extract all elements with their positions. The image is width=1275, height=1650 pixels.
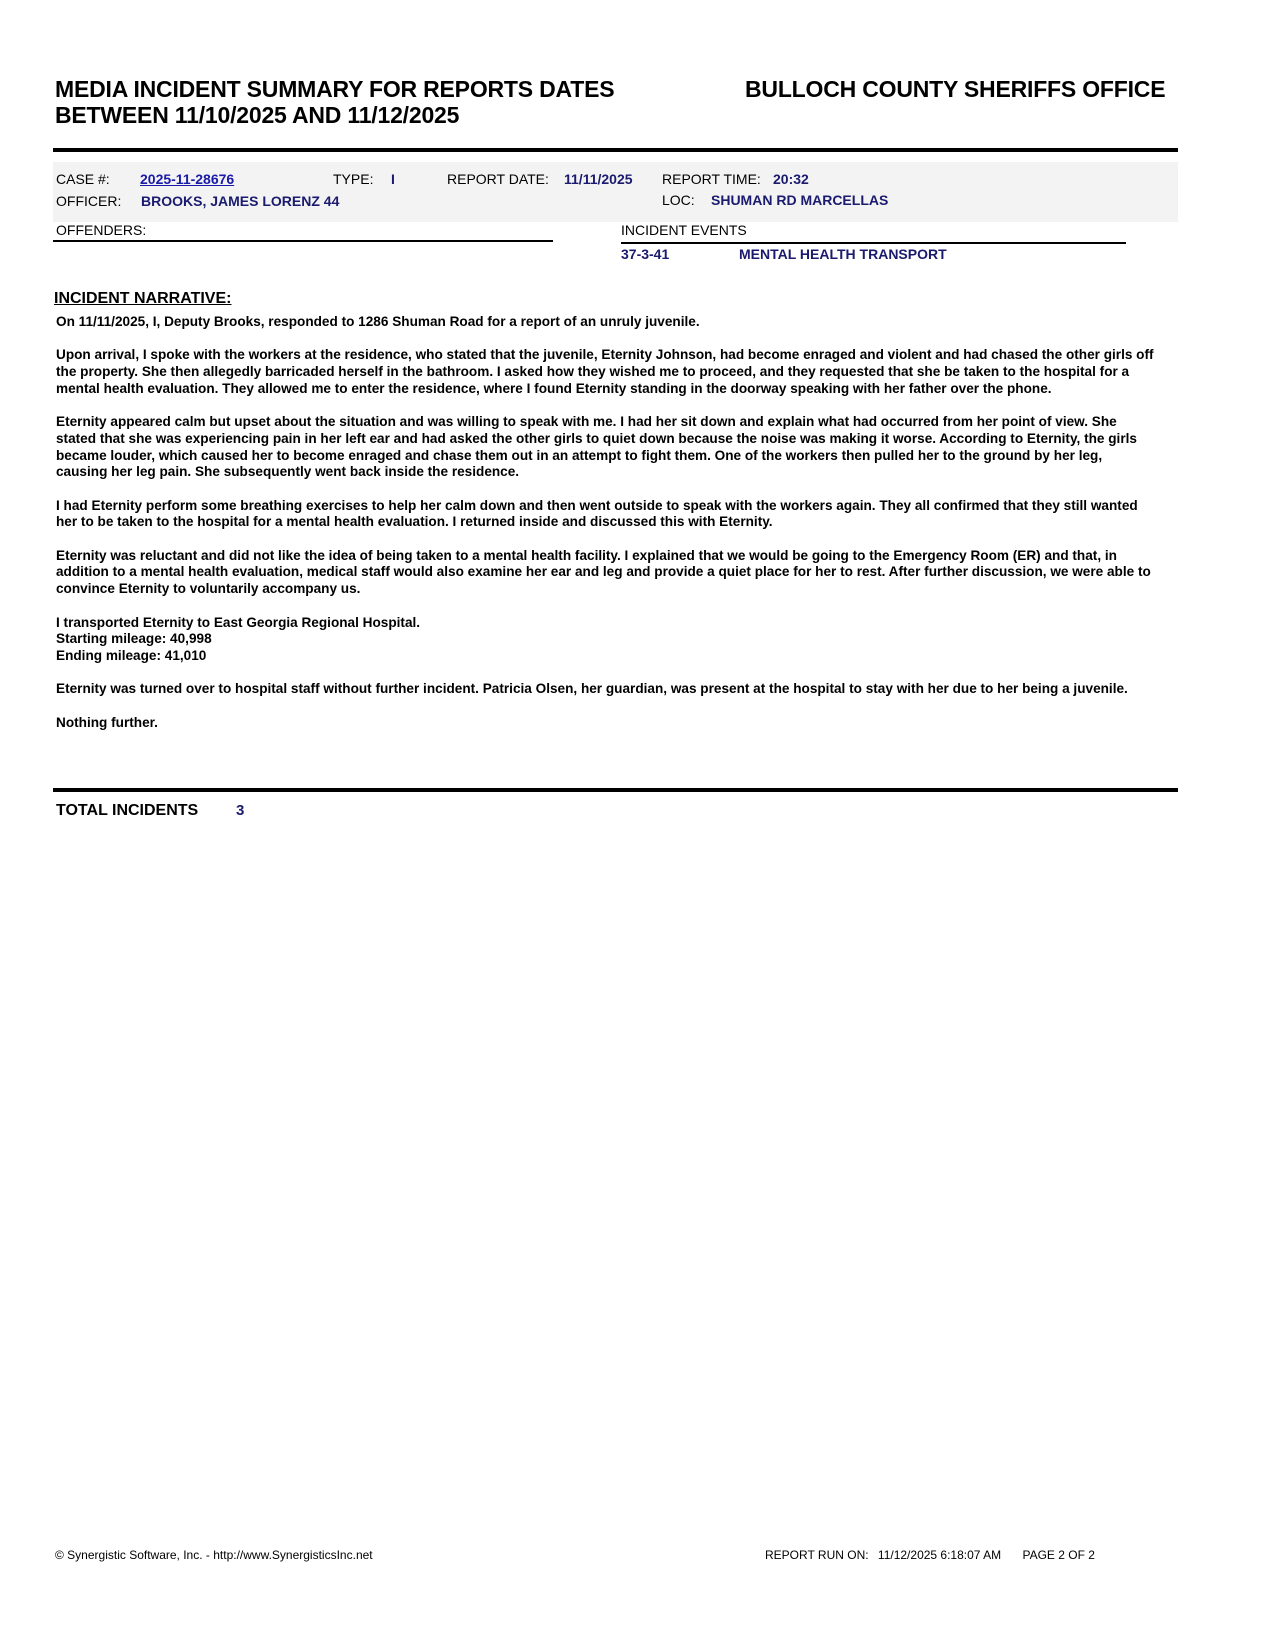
total-incidents-value: 3 [236,802,245,819]
narrative-paragraph: I had Eternity perform some breathing exercises to help her calm down and then went outside to speak with the workers again. They all confirmed that they still wanted her to be taken to the hospital for a mental health evaluation. I returned inside and discussed this with Eternity. [56,497,1138,530]
page-number: PAGE 2 OF 2 [1022,1548,1095,1562]
report-title-line2: BETWEEN 11/10/2025 AND 11/12/2025 [55,102,460,128]
total-incidents-label: TOTAL INCIDENTS [56,802,199,819]
narrative-body [56,314,1156,748]
narrative-paragraph: Nothing further. [56,714,158,730]
narrative-paragraph: I transported Eternity to East Georgia Regional Hospital. Starting mileage: 40,998 Ending mileage: 41,010 [56,614,421,663]
type-label: TYPE: [333,171,374,187]
loc-label: LOC: [662,192,695,208]
report-title-line1: MEDIA INCIDENT SUMMARY FOR REPORTS DATES [55,76,615,102]
report-time-label: REPORT TIME: [662,171,761,187]
case-number-link[interactable]: 2025-11-28676 [140,171,235,187]
report-date-value: 11/11/2025 [564,171,633,187]
case-number-label: CASE #: [56,171,110,187]
narrative-paragraph: Eternity appeared calm but upset about the situation and was willing to speak with me. I had her sit down and explain what had occurred from her point of view. She stated that she was experiencing pain in her left ear and had asked the other girls to quiet down because the noise was making it worse. According to Eternity, the girls became louder, which caused her to become enraged and chase them out in an attempt to fight them. One of the workers then pulled her to the ground by her leg, causing her leg pain. She subsequently went back inside the residence. [56,414,1137,480]
narrative-paragraph: On 11/11/2025, I, Deputy Brooks, responded to 1286 Shuman Road for a report of an unruly juvenile. [56,314,700,329]
incident-event-code: 37-3-41 [621,246,670,262]
incident-event-description: MENTAL HEALTH TRANSPORT [739,246,947,262]
footer-copyright: © Synergistic Software, Inc. - http://www.SynergisticsInc.net [55,1548,373,1562]
type-value: I [391,171,395,187]
narrative-paragraph: Eternity was reluctant and did not like the idea of being taken to a mental health facility. I explained that we would be going to the Emergency Room (ER) and that, in addition to a mental health evaluation, medical staff would also examine her ear and leg and provide a quiet place for her to rest. After further discussion, we were able to convince Eternity to voluntarily accompany us. [56,547,1151,597]
narrative-heading: INCIDENT NARRATIVE: [54,290,232,307]
report-title [55,76,614,128]
offenders-label: OFFENDERS: [56,222,147,238]
loc-value: SHUMAN RD MARCELLAS [711,192,889,208]
report-run-value: 11/12/2025 6:18:07 AM [877,1548,1002,1562]
report-run-label: REPORT RUN ON: [765,1548,869,1562]
officer-label: OFFICER: [56,193,122,209]
narrative-paragraph: Eternity was turned over to hospital staff without further incident. Patricia Olsen, her guardian, was present at the hospital to stay with her due to her being a juvenile. [56,681,1128,697]
header-divider [53,148,1178,152]
footer-report-run [765,1548,1095,1562]
report-date-label: REPORT DATE: [447,171,549,187]
narrative-end-divider [53,788,1178,792]
narrative-paragraph: Upon arrival, I spoke with the workers at the residence, who stated that the juvenile, Eternity Johnson, had become enraged and violent and had chased the other girls off the property. She then allegedly barricaded herself in the bathroom. I asked how they wished me to proceed, and they requested that she be taken to the hospital for a mental health evaluation. They allowed me to enter the residence, where I found Eternity standing in the doorway speaking with her father over the phone. [56,347,1154,396]
officer-value: BROOKS, JAMES LORENZ 44 [141,193,340,209]
offenders-divider [53,240,553,242]
report-time-value: 20:32 [773,171,809,187]
agency-name: BULLOCH COUNTY SHERIFFS OFFICE [745,76,1166,102]
incident-events-label: INCIDENT EVENTS [621,222,747,238]
incident-events-divider [621,242,1126,244]
